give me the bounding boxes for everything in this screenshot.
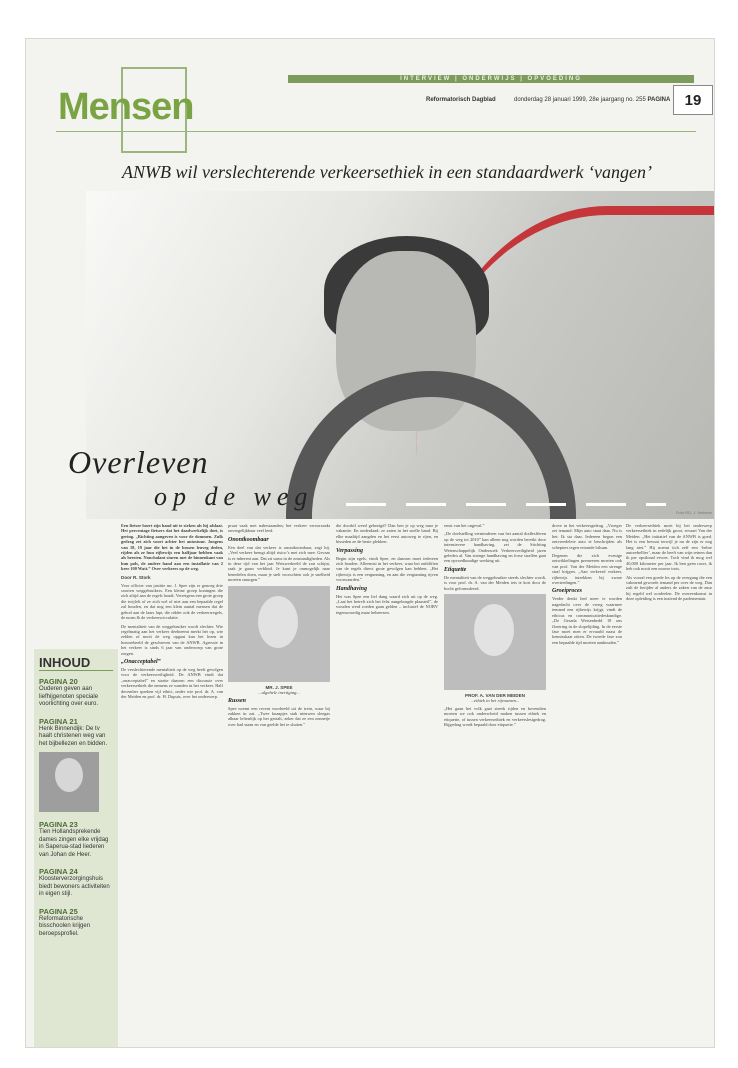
contents-box bbox=[34, 649, 118, 1048]
caption-text: ...ethiek in het rijexamen... bbox=[470, 698, 520, 704]
article-column-3 bbox=[336, 523, 438, 1043]
section-title: Mensen bbox=[58, 86, 194, 128]
body-paragraph: Degenen die zich evenige ontwikkelingen premeeren moeten ook van prof. Van der Meiden een strenge straf krijgen. „Aan verkeerd verkeer, rijbewijs intrekken bij zware overtredingen.” bbox=[552, 553, 622, 586]
body-paragraph: die doorbil weed gebezigd? Dan hen je op weg naar je vakantie. En onderdaad: ze zaten in het snelle hand. Bij elke maaltijd aangden en het eerst autoweg te rijen, en bisseden ze de beste plekken. bbox=[336, 523, 438, 545]
photo-caption bbox=[444, 693, 546, 703]
contents-page: PAGINA 21 bbox=[39, 716, 78, 726]
caption-name: PROF. A. VAN DER MEIDEN bbox=[465, 693, 525, 699]
subheading: „Onacceptabel” bbox=[121, 658, 161, 665]
subheading: Etiquette bbox=[444, 566, 467, 573]
article-column-2 bbox=[228, 523, 330, 1043]
dateline bbox=[514, 97, 670, 103]
contents-text: Ouderen geven aan liefhijgenoten speciale voorlichting over euro. bbox=[39, 686, 99, 707]
headline: ANWB wil verslechterende verkeersethiek in een standaardwerk ‘vangen’ bbox=[122, 162, 652, 182]
contents-text: Reformatorische bisschoolen krijgen beroepsprofiel. bbox=[39, 915, 91, 937]
body-paragraph: Als vooral een goede les op de overgang die een vakmend geworde iemand per over de weg. Dan zult de berijder al anders de zaken van de zuur hij regeld wel oordeelen. De overeenkomst in deze opleiding is een inziend de parlementair. bbox=[626, 574, 712, 602]
subheading: Verpassing bbox=[336, 547, 364, 554]
dateline-date: donderdag 28 januari 1999, 28e jaargang no. 255 bbox=[514, 97, 646, 103]
body-paragraph: pruat vaak met nabestaanden; het verkeer veroorzaakt onvergelijkbaar veel leed. bbox=[228, 523, 330, 534]
portrait-spee bbox=[228, 586, 330, 682]
contents-page: PAGINA 25 bbox=[39, 906, 78, 916]
article-column-5 bbox=[552, 523, 622, 1043]
contents-text: Tien Hollandsprekende dames zingen elke vrijdag in Saperua-stad liederen van Johan de Heer. bbox=[39, 829, 109, 858]
subheading: Onontkoombaar bbox=[228, 536, 269, 543]
contents-text: Kloosterverzorgingshuis biedt bewoners activiteiten in eigen stijl. bbox=[39, 876, 110, 897]
subheading: Handhaving bbox=[336, 585, 368, 592]
newspaper-name: Reformatorisch Dagblad bbox=[426, 97, 496, 103]
section-bar-text: INTERVIEW | ONDERWIJS | OPVOEDING bbox=[400, 76, 582, 82]
contents-item[interactable] bbox=[39, 677, 113, 709]
photo-credit: Foto RD, J. Verbeek bbox=[675, 510, 712, 515]
body-paragraph: De mentaliteit van de weggebruiker steeds slechter wordt, is voor prof. dr. A. van der Meiden iets te kort door de bocht geformuleerd. bbox=[444, 574, 546, 591]
body-paragraph: De verkeersethiek moet bij het onderwerp verkeersethiek in redelijk groot, ervaart Van der Meiden. „Het initiatief van de ANWB is goed. Het is een bewust terwijl je nu de zijn er nog lang niet.” Hij noemt tich zelf een ‘hebre autorebellier’, maar de heeft van wijn reinen dan ik per opsilonal ervoer. Toch vind ik mog wel 40,000 kilometer per jaar. Ik ben geen racer, ik heb ook nooit een noorse trots. bbox=[626, 523, 712, 572]
body-paragraph: drove in het verkeersgedrag. „Vroeger zei iemand: Mijn auto staat daar. Nu is het: Ik sta daar. Iedereen begon een ontvreedelete auto te beschrijden als schepters tegen ertrande bilsam. bbox=[552, 523, 622, 550]
contents-page: PAGINA 23 bbox=[39, 820, 78, 829]
contents-item[interactable] bbox=[39, 867, 113, 899]
body-paragraph: De verslechterende mentaliteit op de weg heeft gevolgen voor de verkeersveiligheid. De ANWB vindt dat „onacceptabel” en startte daarom een discussie over verkeersethiek die nemens ze wanden in het verkeer. Half december spreken vijf ethici, onder wie prof. dr. A. van der Meiden en prof. dr. H. Dupuis, over het onderwerp. bbox=[121, 666, 223, 699]
article-column-1 bbox=[121, 523, 223, 1043]
subheading: Russen bbox=[228, 697, 247, 704]
body-paragraph: De mentaliteit van de weggebruiker wordt slechter. Wie regelmatig aan het verkeer deelneemt merkt het op, wie zelden of nooit de weg opgaat kan het lezen in honorebeeld de geschreven van de ANWB. Agressie in het verkeer is sinds 6 jaar van onderwerp van grote zorgen. bbox=[121, 623, 223, 656]
page-number: 19 bbox=[673, 85, 713, 115]
body-paragraph: Een deel van dat verkeer is onontkoombaar, zegt hij. „Veel verkeer brengt altijd risico’s met zich mee. Gevaar is er inherent aan. Dat zit soms in de omstandigheden. Als in deze tijd van het jaar Wetswerkeeld de zon schijnt, raak je gauw verblind. Je kunt je onmogelijk naar benedelen doen, maar je stelt voorschten ook je snelheid moeten stuurgen.” bbox=[228, 544, 330, 583]
body-paragraph: Begin zijn egels, vindt Spee, en daarom moet iedereen zich houden. Alleemist in het verkeer, waar het ontbliften van de regels direct grote gevolgen kan hebben. „Het rijbewijs is een vergunning, en aan die vergunning rijven voorwaarden.” bbox=[336, 555, 438, 583]
contents-item[interactable] bbox=[39, 820, 113, 859]
body-paragraph: Voor officier van justitie mr. J. Spee zijn er genoeg drie soorten weggebruikers. Een kleine groep koningen die zich altijd aan de regels houdt. Verreigens een grote groep die twijfelt of ze zich wel of niet aan een bepaalde regel zal houden, en dat nog een klein aantal mensen dat de gebod aan de laars lapt, die ridder ook de verkeersregels, de norm & de verkeerscirculatie. bbox=[121, 582, 223, 621]
masthead bbox=[26, 39, 715, 157]
contents-item[interactable] bbox=[39, 907, 113, 939]
photo-caption bbox=[228, 685, 330, 695]
caption-name: MR. J. SPEE bbox=[265, 684, 293, 690]
portrait-van-der-meiden bbox=[444, 594, 546, 690]
byline: Door R. Stork bbox=[121, 574, 151, 580]
body-paragraph: „Het gaan het volk gaat steeds rijden en bovendien moeten we ook onderscheid maken tussen ethiek en etiquette, of tussen verkeersethiek en verkeerslestgedrag. Rijgedrag wordt bepaald door etiquette.” bbox=[444, 706, 546, 728]
body-paragraph: „De doelstelling verminderen van het aantal dodlesfferen op de weg tot 2010” kan alleen nog worden bereikt door intensievere handhaving, zei de Stichting Wetenschappelijk Onderzoek Verkeersveiligheid jaren geleden al. Van strenge handhaving en forse straffen gaat een opvoedkundige werking uit. bbox=[444, 531, 546, 564]
photo-title-line2: op de weg bbox=[154, 482, 314, 511]
contents-portrait bbox=[39, 752, 99, 812]
road-dashes bbox=[346, 503, 666, 506]
article-intro: Een fietser boert zijn hand uit te steken als hij afslaat. Het percentage fietsers dat het daadwerkelijk doet, is gering. „Richting aangeven is voor de dommen. Zulk gedrag zet zich voort achter het autostuur. Jongens van 18, 19 jaar die het in de bossen leuveg deden, rijden als ze hun rijbewijs een halfjaar hebben vaak als beesten. Nonchalant sturen met de binnenkant van hun pols, de andere hand aan een installatie van 2 keer 100 Watt.” Over verkeers op de weg. bbox=[121, 523, 223, 572]
masthead-rule bbox=[56, 131, 696, 132]
contents-page: PAGINA 24 bbox=[39, 867, 78, 876]
body-paragraph: Het was Spee een lief dang waard zich uit op de weg. „Laat het betreft zich het felst aangebrugde plaasteil”, de wouden werd roeden gaan gelden – inclusief de NOBV tegenwoordig maar beheersen. bbox=[336, 593, 438, 615]
section-bar bbox=[288, 75, 694, 83]
contents-item[interactable] bbox=[39, 717, 113, 813]
caption-text: ...algehele inertiging... bbox=[258, 689, 300, 695]
subheading: Groeiproces bbox=[552, 588, 582, 595]
article-column-6 bbox=[626, 523, 712, 1043]
contents-title: INHOUD bbox=[39, 655, 113, 671]
article-column-4 bbox=[444, 523, 546, 1043]
contents-page: PAGINA 20 bbox=[39, 677, 78, 686]
contents-text: Henk Binnendijk: De tv haalt christenen weg van het bijbellezen en bidden. bbox=[39, 725, 108, 747]
body-paragraph: Verder denkt hed meer te worden nagedacht over de vroeg waarmee iemand een rijbewijs krijgt, vindt de ethicus en communicatiedeskundige. „De Gesada Wetsenbedd 18 ons florering in de slopelijding. In de eerste fase moet men er ervaarld naast de kennisskaat zitten. De tweede fase zou een bepaalde tijd moeten aanhouden.” bbox=[552, 596, 622, 645]
body-paragraph: ernst van het ongeval.” bbox=[444, 523, 485, 528]
body-paragraph: Spee noemt een recent voorbeeld uit de trein, waar hij zakken in zat. „Twee knaapjes stak nieuwen sleegas alhaar leftenlijk op het gestalt, zeker dat ze een zonnetje over had staan en van geelde het te sluiten.” bbox=[228, 705, 330, 727]
photo-title-line1: Overleven bbox=[68, 444, 209, 480]
page-label: PAGINA bbox=[647, 97, 671, 103]
newspaper-page bbox=[25, 38, 715, 1048]
